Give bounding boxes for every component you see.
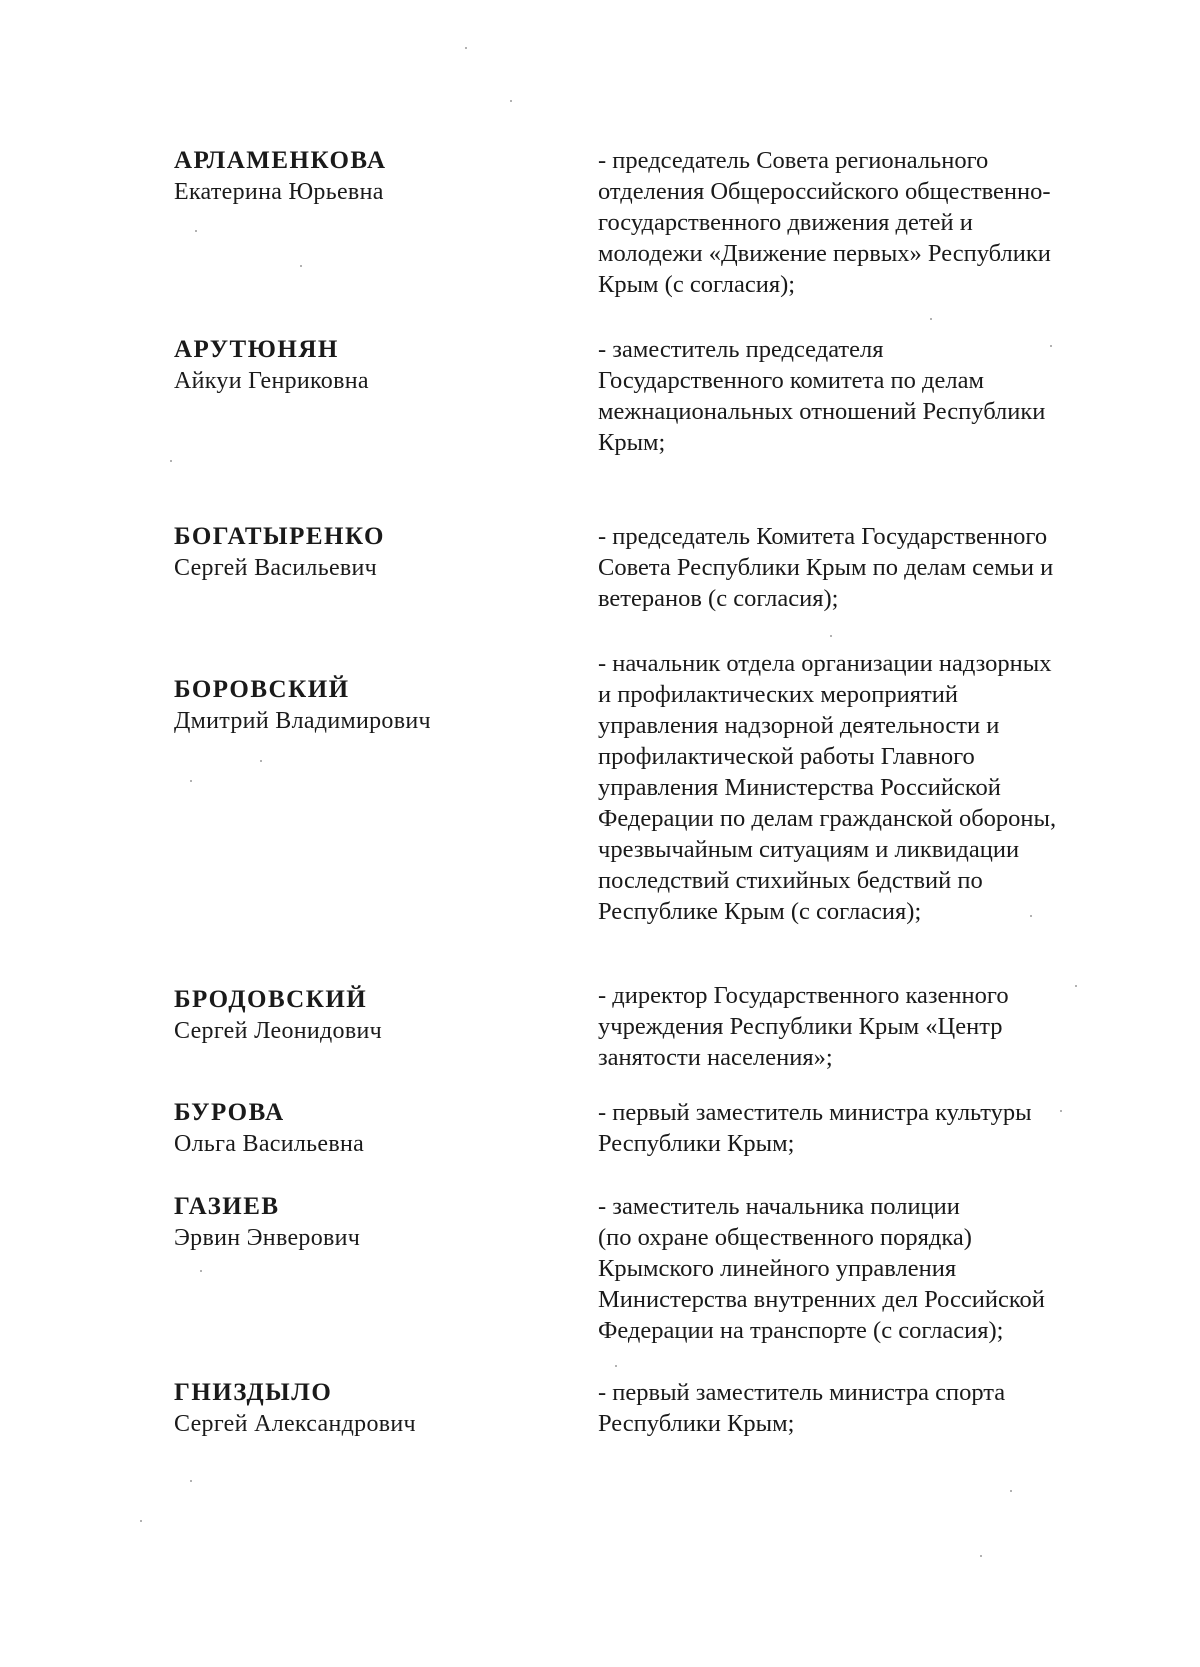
position-description (598, 648, 1118, 927)
description-line: и профилактических мероприятий (598, 681, 958, 708)
scan-speck (1050, 345, 1052, 347)
description-line: - первый заместитель министра культуры (598, 1099, 1032, 1126)
given-name: Сергей Александрович (174, 1411, 416, 1437)
description-line: учреждения Республики Крым «Центр (598, 1013, 1003, 1040)
position-description (598, 521, 1118, 614)
position-description (598, 1377, 1118, 1439)
description-line: - председатель Комитета Государственного (598, 523, 1048, 550)
scan-speck (510, 100, 512, 102)
scan-speck (260, 760, 262, 762)
description-line: Государственного комитета по делам (598, 367, 984, 394)
description-line: - заместитель начальника полиции (598, 1193, 960, 1220)
scan-speck (615, 1365, 617, 1367)
description-line: государственного движения детей и (598, 209, 973, 236)
scan-speck (300, 265, 302, 267)
scan-speck (1075, 985, 1077, 987)
description-line: Совета Республики Крым по делам семьи и (598, 554, 1054, 581)
description-line: - первый заместитель министра спорта (598, 1379, 1006, 1406)
description-line: Федерации на транспорте (с согласия); (598, 1317, 1004, 1344)
given-name: Сергей Васильевич (174, 555, 378, 581)
scan-speck (830, 635, 832, 637)
surname: ГНИЗДЫЛО (174, 1379, 333, 1406)
position-description (598, 980, 1118, 1073)
description-line: отделения Общероссийского общественно- (598, 178, 1051, 205)
scan-speck (140, 1520, 142, 1522)
surname: БОРОВСКИЙ (174, 676, 350, 703)
description-line: - председатель Совета регионального (598, 147, 989, 174)
description-line: Министерства внутренних дел Российской (598, 1286, 1045, 1313)
surname: БУРОВА (174, 1099, 285, 1126)
surname: АРУТЮНЯН (174, 336, 339, 363)
position-description (598, 1097, 1118, 1159)
surname: БОГАТЫРЕНКО (174, 523, 385, 550)
description-line: межнациональных отношений Республики (598, 398, 1046, 425)
given-name: Сергей Леонидович (174, 1018, 382, 1044)
scan-speck (195, 230, 197, 232)
description-line: управления надзорной деятельности и (598, 712, 1000, 739)
description-line: занятости населения»; (598, 1044, 833, 1071)
description-line: - начальник отдела организации надзорных (598, 650, 1052, 677)
description-line: чрезвычайным ситуациям и ликвидации (598, 836, 1020, 863)
description-line: Республике Крым (с согласия); (598, 898, 922, 925)
given-name: Эрвин Энверович (174, 1225, 361, 1251)
description-line: последствий стихийных бедствий по (598, 867, 983, 894)
scan-speck (980, 1555, 982, 1557)
scan-speck (190, 1480, 192, 1482)
description-line: (по охране общественного порядка) (598, 1224, 972, 1251)
description-line: Крым (с согласия); (598, 271, 796, 298)
description-line: Республики Крым; (598, 1410, 795, 1437)
description-line: Крымского линейного управления (598, 1255, 957, 1282)
given-name: Екатерина Юрьевна (174, 179, 384, 205)
scan-speck (200, 1270, 202, 1272)
description-line: управления Министерства Российской (598, 774, 1001, 801)
given-name: Дмитрий Владимирович (174, 708, 431, 734)
description-line: ветеранов (с согласия); (598, 585, 839, 612)
description-line: молодежи «Движение первых» Республики (598, 240, 1051, 267)
description-line: Республики Крым; (598, 1130, 795, 1157)
description-line: профилактической работы Главного (598, 743, 975, 770)
given-name: Ольга Васильевна (174, 1131, 365, 1157)
description-line: Федерации по делам гражданской обороны, (598, 805, 1057, 832)
scan-speck (1010, 1490, 1012, 1492)
surname: БРОДОВСКИЙ (174, 986, 368, 1013)
position-description (598, 145, 1118, 300)
description-line: - директор Государственного казенного (598, 982, 1009, 1009)
given-name: Айкуи Генриковна (174, 368, 369, 394)
position-description (598, 334, 1118, 458)
description-line: - заместитель председателя (598, 336, 884, 363)
description-line: Крым; (598, 429, 666, 456)
scan-speck (465, 47, 467, 49)
scan-speck (170, 460, 172, 462)
scan-speck (1060, 1110, 1062, 1112)
surname: АРЛАМЕНКОВА (174, 147, 387, 174)
surname: ГАЗИЕВ (174, 1193, 280, 1220)
scan-speck (190, 780, 192, 782)
scan-speck (930, 318, 932, 320)
scan-speck (1030, 915, 1032, 917)
position-description (598, 1191, 1118, 1346)
